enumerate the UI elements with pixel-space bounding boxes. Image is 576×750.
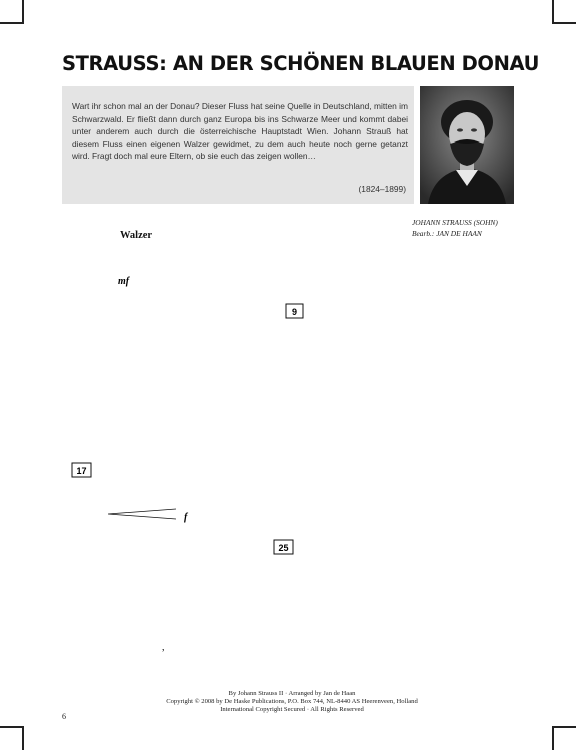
crescendo-hairpin (108, 509, 176, 519)
rehearsal-mark-9-label: 9 (291, 307, 298, 317)
dynamic-forte: f (184, 512, 188, 523)
rehearsal-mark-25 (274, 540, 293, 554)
rehearsal-mark-17 (72, 463, 91, 477)
rehearsal-mark-9 (286, 304, 303, 318)
info-text: Wart ihr schon mal an der Donau? Dieser Fluss hat seine Quelle in Deutschland, mitten im Schwarzwald. Er fließt dann durch ganz Europa bis ins Schwarze Meer und kommt dabei unter anderem auch durch die österreichische Hauptstadt Wien. Johann Strauß hat diesem Fluss einen eigenen Walzer gewidmet, zu dem auch heute noch gerne getanzt wird. Fragt doch mal eure Eltern, ob sie euch das zeigen wollen… (72, 101, 408, 162)
page-title: STRAUSS: AN DER SCHÖNEN BLAUEN DONAU (62, 52, 540, 75)
footer-line-1: By Johann Strauss II · Arranged by Jan de Haan (228, 690, 356, 697)
copyright-footer (62, 690, 522, 715)
life-years: (1824–1899) (358, 184, 406, 194)
breath-mark: , (162, 642, 165, 653)
composer-credit: JOHANN STRAUSS (SOHN) (412, 218, 498, 227)
rehearsal-mark-17-label: 17 (76, 466, 87, 476)
footer-line-3: International Copyright Secured · All Rights Reserved (220, 706, 364, 714)
dynamic-mf: mf (118, 276, 130, 287)
tempo-marking: Walzer (120, 230, 153, 241)
arranger-credit: Bearb.: JAN DE HAAN (412, 229, 482, 238)
page-number: 6 (62, 712, 66, 721)
footer-line-2: Copyright © 2008 by De Haske Publications, P.O. Box 744, NL-8440 AS Heerenveen, Holland (166, 698, 418, 706)
rehearsal-mark-25-label: 25 (278, 543, 289, 553)
